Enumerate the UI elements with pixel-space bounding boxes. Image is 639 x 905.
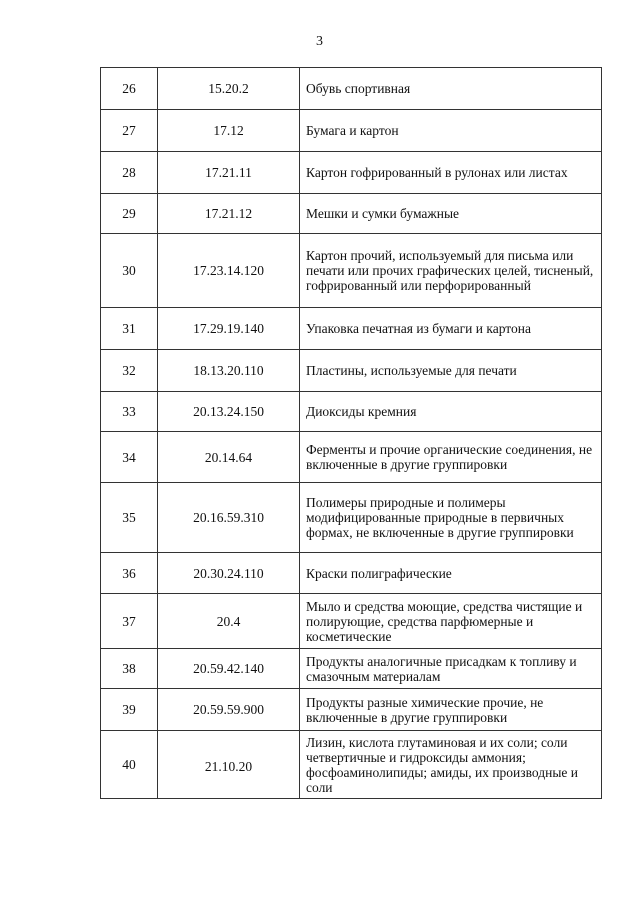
table-row [101,392,602,432]
row-number: 27 [101,110,158,152]
row-number: 36 [101,553,158,594]
product-name: Лизин, кислота глутаминовая и их соли; соли четвертичные и гидроксиды аммония; фосфоаминолипиды; амиды, их производные и соли [300,731,602,799]
row-number: 28 [101,152,158,194]
okpd-code: 17.29.19.140 [158,308,300,350]
row-number: 32 [101,350,158,392]
product-name: Упаковка печатная из бумаги и картона [300,308,602,350]
okpd-code: 17.21.11 [158,152,300,194]
okpd-code: 20.14.64 [158,432,300,483]
table-row [101,194,602,234]
row-number: 37 [101,594,158,649]
table-row [101,68,602,110]
okpd-code: 17.12 [158,110,300,152]
okpd-code: 20.16.59.310 [158,483,300,553]
table-row [101,234,602,308]
table-row [101,649,602,689]
table-row [101,432,602,483]
okpd-code: 17.21.12 [158,194,300,234]
product-name: Полимеры природные и полимеры модифицированные природные в первичных формах, не включенные в другие группировки [300,483,602,553]
row-number: 34 [101,432,158,483]
product-name: Пластины, используемые для печати [300,350,602,392]
row-number: 35 [101,483,158,553]
product-name: Мыло и средства моющие, средства чистящие и полирующие, средства парфюмерные и косметические [300,594,602,649]
table-row [101,483,602,553]
product-name: Бумага и картон [300,110,602,152]
product-name: Картон гофрированный в рулонах или листах [300,152,602,194]
okpd-code: 20.13.24.150 [158,392,300,432]
table-row [101,689,602,731]
row-number: 39 [101,689,158,731]
row-number: 38 [101,649,158,689]
product-name: Продукты аналогичные присадкам к топливу и смазочным материалам [300,649,602,689]
table-row [101,553,602,594]
table-row [101,731,602,799]
okpd-code: 17.23.14.120 [158,234,300,308]
okpd-code: 20.59.42.140 [158,649,300,689]
table-row [101,110,602,152]
table-row [101,350,602,392]
okpd-code: 15.20.2 [158,68,300,110]
product-name: Мешки и сумки бумажные [300,194,602,234]
product-name: Краски полиграфические [300,553,602,594]
product-name: Продукты разные химические прочие, не включенные в другие группировки [300,689,602,731]
okpd-code: 21.10.20 [158,731,300,799]
product-name: Ферменты и прочие органические соединения, не включенные в другие группировки [300,432,602,483]
product-name: Картон прочий, используемый для письма или печати или прочих графических целей, тисненый, гофрированный или перфорированный [300,234,602,308]
row-number: 31 [101,308,158,350]
page-number: 3 [316,34,323,49]
row-number: 33 [101,392,158,432]
row-number: 26 [101,68,158,110]
okpd-code: 20.30.24.110 [158,553,300,594]
table-row [101,308,602,350]
table-row [101,152,602,194]
table-row [101,594,602,649]
row-number: 29 [101,194,158,234]
okpd-code: 20.59.59.900 [158,689,300,731]
okpd-code: 20.4 [158,594,300,649]
okpd-code: 18.13.20.110 [158,350,300,392]
row-number: 30 [101,234,158,308]
row-number: 40 [101,731,158,799]
product-name: Обувь спортивная [300,68,602,110]
product-code-table [100,67,602,799]
product-name: Диоксиды кремния [300,392,602,432]
